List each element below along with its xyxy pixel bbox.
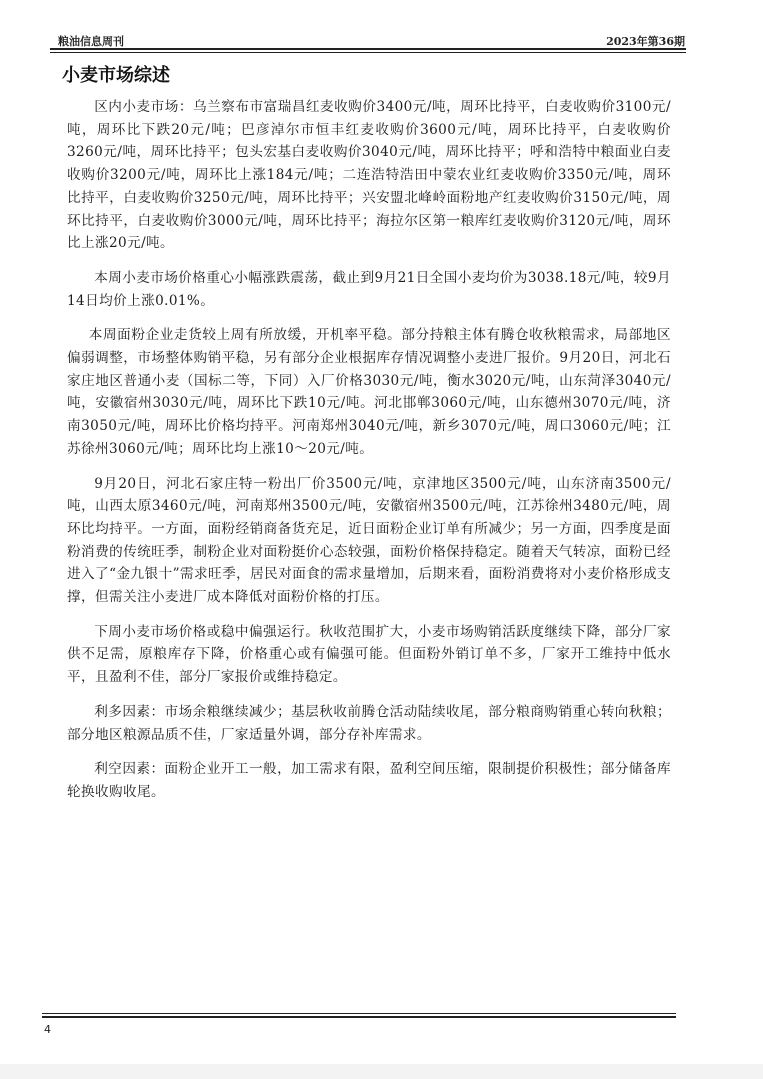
page-bottom-band (0, 1064, 763, 1079)
paragraph-weekly-price: 本周小麦市场价格重心小幅涨跌震荡，截止到9月21日全国小麦均价为3038.18元/吨，较9月14日均价上涨0.01%。 (67, 269, 671, 309)
paragraph-outlook: 下周小麦市场价格或稳中偏强运行。秋收范围扩大，小麦市场购销活跃度继续下降，部分厂家供不足需，原粮库存下降，价格重心或有偏强可能。但面粉外销订单不多，厂家开工维持中低水平，且盈利不佳，部分厂家报价或维持稳定。 (67, 623, 671, 686)
header-rule-thin (50, 52, 686, 53)
paragraph-bearish-factors: 利空因素：面粉企业开工一般，加工需求有限，盈利空间压缩，限制提价积极性；部分储备库轮换收购收尾。 (67, 761, 671, 800)
journal-name: 粮油信息周刊 (58, 35, 124, 48)
paragraph-flour-prices: 9月20日，河北石家庄特一粉出厂价3500元/吨，京津地区3500元/吨，山东济南3500元/吨，山西太原3460元/吨，河南郑州3500元/吨，安徽宿州3500元/吨，江苏徐州3480元/吨，周环比均持平。一方面，面粉经销商备货充足，近日面粉企业订单有所减少；另一方面，四季度是面粉消费的传统旺季，制粉企业对面粉挺价心态较强，面粉价格保持稳定。随着天气转凉，面粉已经进入了“金九银十”需求旺季，居民对面食的需求量增加，后期来看，面粉消费将对小麦价格形成支撑，但需关注小麦进厂成本降低对面粉价格的打压。 (67, 475, 671, 606)
paragraph-regional-market: 区内小麦市场：乌兰察布市富瑞昌红麦收购价3400元/吨，周环比持平，白麦收购价3100元/吨，周环比下跌20元/吨；巴彦淖尔市恒丰红麦收购价3600元/吨，周环比持平，白麦收购价3260元/吨，周环比持平；包头宏基白麦收购价3040元/吨，周环比持平；呼和浩特中粮面业白麦收购价3200元/吨，周环比上涨184元/吨；二连浩特浩田中蒙农业红麦收购价3350元/吨，周环比持平，白麦收购价3250元/吨，周环比持平；兴安盟北峰岭面粉地产红麦收购价3150元/吨，周环比持平，白麦收购价3000元/吨，周环比持平；海拉尔区第一粮库红麦收购价3120元/吨，周环比上涨20元/吨。 (67, 99, 671, 252)
page-number: 4 (44, 1023, 51, 1036)
footer-rule-thick (42, 1016, 676, 1018)
issue-label: 2023年第36期 (606, 35, 685, 48)
section-title: 小麦市场综述 (62, 65, 170, 86)
footer-rule-thin (42, 1013, 676, 1014)
running-header (58, 33, 685, 49)
paragraph-bullish-factors: 利多因素：市场余粮继续减少；基层秋收前腾仓活动陆续收尾，部分粮商购销重心转向秋粮；部分地区粮源品质不佳，厂家适量外调，部分存补库需求。 (67, 703, 671, 743)
header-rule-thick (50, 48, 686, 50)
article-body (67, 96, 671, 816)
paragraph-flour-enterprises: 本周面粉企业走货较上周有所放缓，开机率平稳。部分持粮主体有腾仓收秋粮需求，局部地区偏弱调整，市场整体购销平稳，另有部分企业根据库存情况调整小麦进厂报价。9月20日，河北石家庄地区普通小麦（国标二等，下同）入厂价格3030元/吨，衡水3020元/吨，山东菏泽3040元/吨，安徽宿州3030元/吨，周环比下跌10元/吨。河北邯郸3060元/吨，山东德州3070元/吨，济南3050元/吨，周环比价格均持平。河南郑州3040元/吨，新乡3070元/吨，周口3060元/吨；江苏徐州3060元/吨；周环比均上涨10～20元/吨。 (67, 327, 671, 457)
